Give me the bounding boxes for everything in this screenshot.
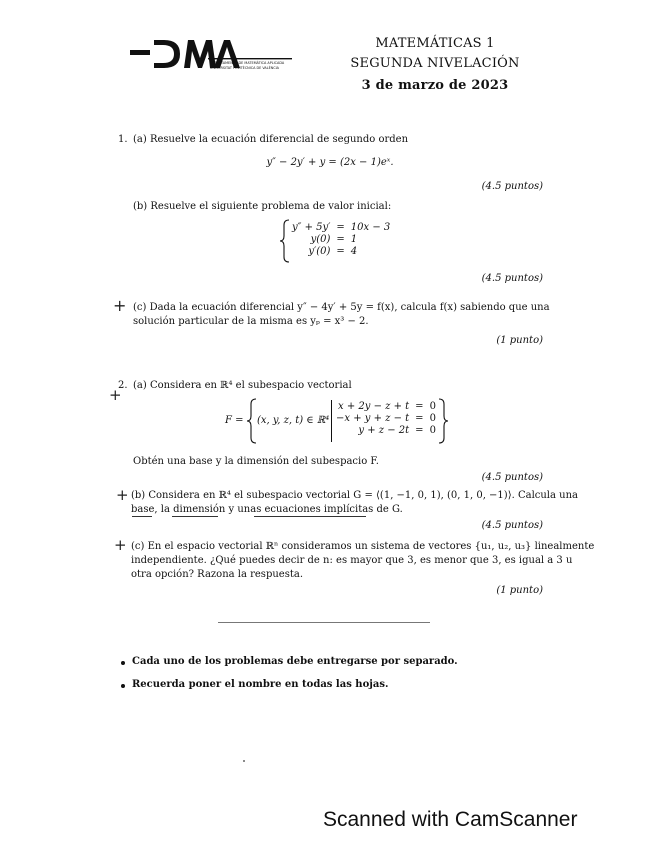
handwritten-plus-mark: + [109,386,122,404]
problem-1b-text: (b) Resuelve el siguiente problema de valor inicial: [133,201,392,212]
problem-2c-points: (1 punto) [496,585,543,596]
problem-2a-points: (4.5 puntos) [481,472,543,483]
problem-2b-text-line-2: base, la dimensión y unas ecuaciones implícitas de G. [131,504,403,515]
problem-2a-text: (a) Considera en ℝ⁴ el subespacio vectorial [133,380,352,391]
problem-2-number: 2. [118,380,128,391]
initial-value-system [289,222,393,258]
problem-2a-question: Obtén una base y la dimensión del subespacio F. [133,456,379,467]
exam-subtitle: SEGUNDA NIVELACIÓN [350,56,520,71]
problem-1a-points: (4.5 puntos) [481,181,543,192]
problem-2c-text-line-1: (c) En el espacio vectorial ℝⁿ consideramos un sistema de vectores {u₁, u₂, u₃} linealmente [131,541,595,552]
note-item: Cada uno de los problemas debe entregarse por separado. [132,656,458,667]
note-item: Recuerda poner el nombre en todas las hojas. [132,679,389,690]
separator-line [218,622,430,623]
system-row: y″ + 5y′ = 10x − 3 [292,222,391,233]
exam-date: 3 de marzo de 2023 [361,78,509,93]
system-row: y′(0) = 4 [308,246,358,257]
problem-1c-text-line-2: solución particular de la misma es yₚ = x³ − 2. [133,316,369,327]
handwritten-plus-mark: + [116,486,129,504]
system-row: x + 2y − z + t = 0 [338,401,436,412]
problem-1-number: 1. [118,134,128,145]
right-brace-icon [437,398,449,444]
department-logo [130,36,292,72]
problem-1c-points: (1 punto) [496,335,543,346]
problem-2b-points: (4.5 puntos) [481,520,543,531]
problem-1b-points: (4.5 puntos) [481,273,543,284]
system-row: y + z − 2t = 0 [358,425,436,436]
svg-text:DEPARTAMENTO DE MATEMÁTICA APL: DEPARTAMENTO DE MATEMÁTICA APLICADA [210,61,285,65]
bullet-icon [121,661,125,665]
underline-implicit-equations [254,516,366,517]
underline-base [132,516,152,517]
handwritten-plus-mark: + [113,296,127,315]
problem-2c-text-line-3: otra opción? Razona la respuesta. [131,569,303,580]
problem-2c-text-line-2: independiente. ¿Qué puedes decir de n: es mayor que 3, es menor que 3, es igual a 3 u [131,555,573,566]
set-f-element: (x, y, z, t) ∈ ℝ⁴ [257,415,330,426]
set-divider [331,400,332,442]
system-row: −x + y + z − t = 0 [336,413,436,424]
problem-1a-text: (a) Resuelve la ecuación diferencial de segundo orden [133,134,409,145]
problem-1a-equation: y″ − 2y′ + y = (2x − 1)eˣ. [266,157,394,168]
set-f-label: F = [225,415,244,426]
scan-speck [243,760,245,762]
svg-text:UNIVERSITAT POLITÈCNICA DE VAL: UNIVERSITAT POLITÈCNICA DE VALÈNCIA [210,66,279,70]
handwritten-plus-mark: + [114,536,127,554]
underline-dimension [172,516,218,517]
problem-1c-text-line-1: (c) Dada la ecuación diferencial y″ − 4y′ + 5y = f(x), calcula f(x) sabiendo que una [133,302,550,313]
exam-title: MATEMÁTICAS 1 [375,36,495,51]
bullet-icon [121,684,125,688]
problem-2b-text-line-1: (b) Considera en ℝ⁴ el subespacio vectorial G = ⟨(1, −1, 0, 1), (0, 1, 0, −1)⟩. Calcula una [131,490,578,501]
subspace-f-system [333,401,439,437]
system-row: y(0) = 1 [310,234,358,245]
camscanner-watermark: Scanned with CamScanner [323,808,578,831]
